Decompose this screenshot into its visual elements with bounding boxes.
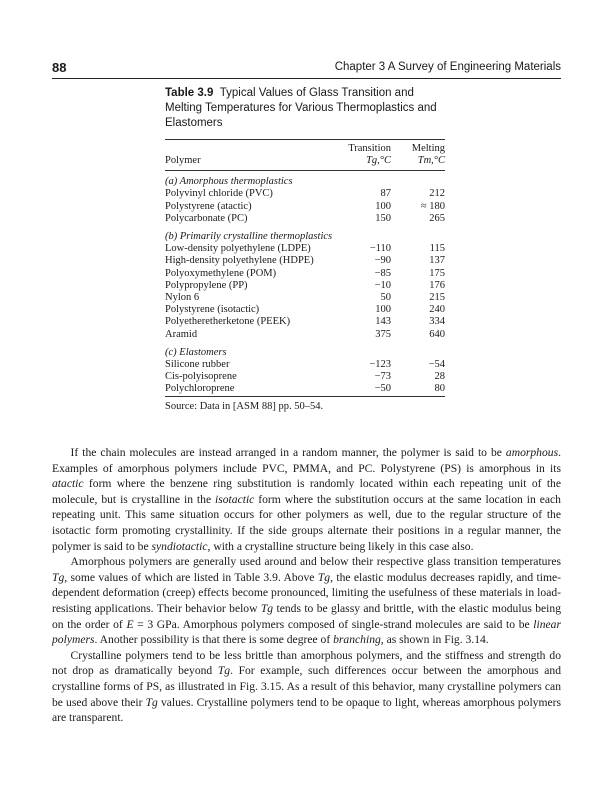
tm-value: 212 (429, 188, 445, 200)
polymer-name: Polypropylene (PP) (165, 279, 248, 291)
table-row (165, 188, 445, 200)
text-run: . Another possibility is that there is some degree of (94, 633, 334, 647)
table-label: Table 3.9 (165, 87, 214, 99)
table-block (165, 86, 445, 412)
text-run: form where the benzene ring substitution is randomly located within each repeating unit of the molecule, but is crystalline in the (52, 477, 561, 506)
tg-value: 375 (375, 328, 391, 340)
tg-value: −85 (374, 267, 391, 279)
table-row (165, 371, 445, 383)
text-run: , with a crystalline structure being likely in this case also. (207, 539, 474, 553)
polymer-name: Polychloroprene (165, 383, 235, 395)
text-run: = 3 GPa. Amorphous polymers composed of single-strand molecules are said to be (133, 617, 534, 631)
running-header: Chapter 3 A Survey of Engineering Materials (334, 61, 561, 73)
col-transition-top: Transition (348, 143, 391, 154)
section-title: (c) Elastomers (165, 346, 227, 358)
section-title-row (165, 228, 445, 243)
polymer-name: Aramid (165, 328, 198, 340)
col-melting-bottom: Tm,°C (417, 155, 445, 166)
data-table (165, 140, 445, 396)
tm-value: 115 (429, 243, 445, 255)
tg-value: 143 (375, 316, 391, 328)
italic-term: branching (333, 633, 381, 647)
italic-term: Tg (145, 695, 158, 709)
section-title-row (165, 344, 445, 359)
tm-value: 28 (434, 371, 445, 383)
table-header-row (165, 155, 445, 171)
text-run: values. Crystalline polymers tend to be opaque to light, whereas amorphous polymers are transparent. (52, 695, 562, 725)
tg-value: 100 (375, 304, 391, 316)
section-title: (a) Amorphous thermoplastics (165, 176, 293, 188)
table-row (165, 268, 445, 280)
text-run: Crystalline polymers tend to be less brittle than amorphous polymers, and the stiffness and strength do not drop as dramatically beyond (52, 648, 561, 678)
polymer-name: Polystyrene (atactic) (165, 200, 252, 212)
italic-term: isotactic (215, 492, 255, 506)
tm-value: 265 (429, 212, 445, 224)
text-run: . Examples of amorphous polymers include PVC, PMMA, and PC. Polystyrene (PS) is amorphous in its (52, 446, 561, 475)
text-run: , the elastic modulus decreases rapidly, and time-dependent deformation (creep) effects become pronounced, limiting the usefulness of these materials in load-resisting applications. Their behavior below (52, 570, 561, 615)
polymer-name: Cis-polyisoprene (165, 371, 237, 383)
tg-value: −110 (369, 243, 391, 255)
tg-value: −73 (374, 371, 391, 383)
col-polymer: Polymer (165, 155, 201, 166)
polymer-name: Polyvinyl chloride (PVC) (165, 188, 273, 200)
table-row (165, 213, 445, 225)
table-row (165, 304, 445, 316)
paragraph (52, 554, 561, 648)
tg-value: −123 (369, 359, 391, 371)
table-row (165, 292, 445, 304)
tm-value: ≈ 180 (420, 200, 445, 212)
tg-value: −90 (374, 255, 391, 267)
tm-value: 137 (429, 255, 445, 267)
text-run: form where the substitution occurs at the same location in each repeating unit. This same situation occurs for other polymers as well, due to the regular structure of the isotactic form promoting crystallinity. If the side groups alternate their positions in a regular manner, the polymer is said to be (52, 492, 561, 553)
table-caption (165, 86, 445, 131)
tm-value: 176 (429, 279, 445, 291)
table-bottom-rule (165, 396, 445, 397)
table-source: Source: Data in [ASM 88] pp. 50–54. (165, 400, 324, 412)
italic-term: atactic (52, 477, 84, 491)
tm-value: −54 (428, 359, 445, 371)
tg-value: 100 (375, 200, 391, 212)
table-row (165, 201, 445, 213)
header-rule (52, 78, 561, 79)
italic-term: amorphous (505, 446, 559, 459)
tm-value: 80 (434, 383, 445, 395)
italic-term: Tg (52, 570, 65, 584)
table-caption-text: Typical Values of Glass Transition and Melting Temperatures for Various Thermoplastics and Elastomers (165, 87, 437, 129)
polymer-name: Polyetheretherketone (PEEK) (165, 316, 291, 328)
table-row (165, 316, 445, 328)
table-row (165, 359, 445, 371)
tg-value: 87 (380, 188, 391, 200)
table-row (165, 243, 445, 255)
text-run: Amorphous polymers are generally used around and below their respective glass transition temperatures (70, 555, 561, 569)
text-run: . For example, such differences occur between the amorphous and crystalline forms of PS, as illustrated in Fig. 3.15. As a result of this behavior, many crystalline polymers can be used above their (52, 664, 561, 709)
tm-value: 640 (429, 328, 445, 340)
italic-term: Tg (217, 664, 231, 678)
body-text (52, 445, 561, 726)
table-row (165, 383, 445, 395)
paragraph (52, 648, 561, 726)
italic-term: Tg (260, 601, 274, 615)
table-row (165, 329, 445, 341)
italic-term: syndiotactic (151, 539, 208, 553)
polymer-name: High-density polyethylene (HDPE) (165, 255, 314, 267)
italic-term: Tg (317, 570, 331, 584)
table-row (165, 280, 445, 292)
table-header-row (165, 140, 445, 155)
italic-term: E (126, 617, 134, 631)
tg-value: −50 (374, 383, 391, 395)
polymer-name: Silicone rubber (165, 359, 230, 371)
tm-value: 240 (429, 304, 445, 316)
col-melting-top: Melting (411, 143, 445, 154)
polymer-name: Low-density polyethylene (LDPE) (165, 243, 311, 255)
polymer-name: Nylon 6 (165, 292, 200, 304)
tm-value: 334 (429, 316, 445, 328)
tg-value: 150 (375, 212, 391, 224)
tg-value: 50 (380, 292, 391, 304)
text-run: tends to be glassy and brittle, with the elastic modulus being on the order of (52, 601, 561, 631)
tm-value: 175 (429, 267, 445, 279)
text-run: , as shown in Fig. 3.14. (380, 633, 489, 647)
italic-term: linear polymers (52, 617, 561, 647)
section-title: (b) Primarily crystalline thermoplastics (165, 231, 333, 243)
col-transition-bottom: Tg,°C (366, 155, 391, 166)
polymer-name: Polycarbonate (PC) (165, 212, 248, 224)
table-row (165, 255, 445, 267)
paragraph (52, 445, 561, 554)
text-run: If the chain molecules are instead arranged in a random manner, the polymer is said to be (70, 446, 506, 459)
polymer-name: Polyoxymethylene (POM) (165, 267, 277, 279)
tg-value: −10 (374, 279, 391, 291)
page-number: 88 (52, 60, 67, 75)
tm-value: 215 (429, 292, 445, 304)
section-title-row (165, 173, 445, 188)
text-run: , some values of which are listed in Table 3.9. Above (64, 570, 318, 584)
polymer-name: Polystyrene (isotactic) (165, 304, 260, 316)
